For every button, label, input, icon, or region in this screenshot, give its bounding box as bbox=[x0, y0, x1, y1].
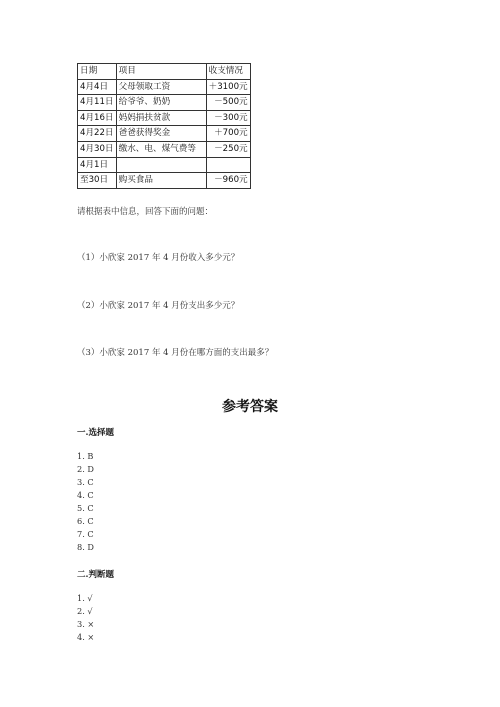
list-item: 4. C bbox=[77, 490, 94, 500]
cell-date: 4月22日 bbox=[78, 126, 117, 142]
cell-item: 购买食品 bbox=[116, 173, 206, 189]
cell-item bbox=[116, 157, 206, 173]
cell-item: 给爷爷、奶奶 bbox=[116, 95, 206, 111]
table-row bbox=[78, 157, 251, 173]
cell-item: 妈妈捐扶贫款 bbox=[116, 110, 206, 126]
list-item: 4. × bbox=[77, 632, 95, 642]
cell-amount: －960元 bbox=[206, 173, 250, 189]
table-row bbox=[78, 126, 251, 142]
list-item: 6. C bbox=[77, 516, 94, 526]
cell-amount: ＋3100元 bbox=[206, 79, 250, 95]
answer-title: 参考答案 bbox=[222, 399, 278, 415]
cell-item: 父母领取工资 bbox=[116, 79, 206, 95]
cell-date: 4月30日 bbox=[78, 141, 117, 157]
cell-item: 爸爸获得奖金 bbox=[116, 126, 206, 142]
cell-date: 至30日 bbox=[78, 173, 117, 189]
section-heading-judgement: 二.判断题 bbox=[77, 570, 114, 580]
income-expense-table bbox=[77, 63, 251, 189]
table-row bbox=[78, 79, 251, 95]
cell-item: 缴水、电、煤气费等 bbox=[116, 141, 206, 157]
cell-amount: －300元 bbox=[206, 110, 250, 126]
cell-amount: －500元 bbox=[206, 95, 250, 111]
list-item: 2. D bbox=[77, 464, 94, 474]
header-item: 项目 bbox=[116, 64, 206, 80]
cell-amount: －250元 bbox=[206, 141, 250, 157]
instruction-text: 请根据表中信息，回答下面的问题： bbox=[77, 207, 214, 217]
list-item: 3. × bbox=[77, 619, 95, 629]
question-1: （1）小欣家 2017 年 4 月份收入多少元？ bbox=[77, 253, 240, 263]
cell-date: 4月16日 bbox=[78, 110, 117, 126]
cell-date: 4月4日 bbox=[78, 79, 117, 95]
table-row bbox=[78, 173, 251, 189]
header-amount: 收支情况 bbox=[206, 64, 250, 80]
table-row bbox=[78, 110, 251, 126]
section-heading-choice: 一.选择题 bbox=[77, 428, 114, 438]
cell-date: 4月11日 bbox=[78, 95, 117, 111]
choice-answer-list bbox=[77, 450, 94, 554]
judgement-answer-list bbox=[77, 592, 94, 644]
cell-date: 4月1日 bbox=[78, 157, 117, 173]
list-item: 8. D bbox=[77, 542, 94, 552]
table-header-row bbox=[78, 64, 251, 80]
cell-amount: ＋700元 bbox=[206, 126, 250, 142]
header-date: 日期 bbox=[78, 64, 117, 80]
list-item: 1. √ bbox=[77, 593, 93, 603]
question-2: （2）小欣家 2017 年 4 月份支出多少元？ bbox=[77, 301, 240, 311]
list-item: 7. C bbox=[77, 529, 94, 539]
list-item: 3. C bbox=[77, 477, 94, 487]
cell-amount bbox=[206, 157, 250, 173]
list-item: 1. B bbox=[77, 451, 94, 461]
list-item: 5. C bbox=[77, 503, 94, 513]
table-row bbox=[78, 95, 251, 111]
question-3: （3）小欣家 2017 年 4 月份在哪方面的支出最多？ bbox=[77, 348, 274, 358]
table-row bbox=[78, 141, 251, 157]
list-item: 2. √ bbox=[77, 606, 93, 616]
